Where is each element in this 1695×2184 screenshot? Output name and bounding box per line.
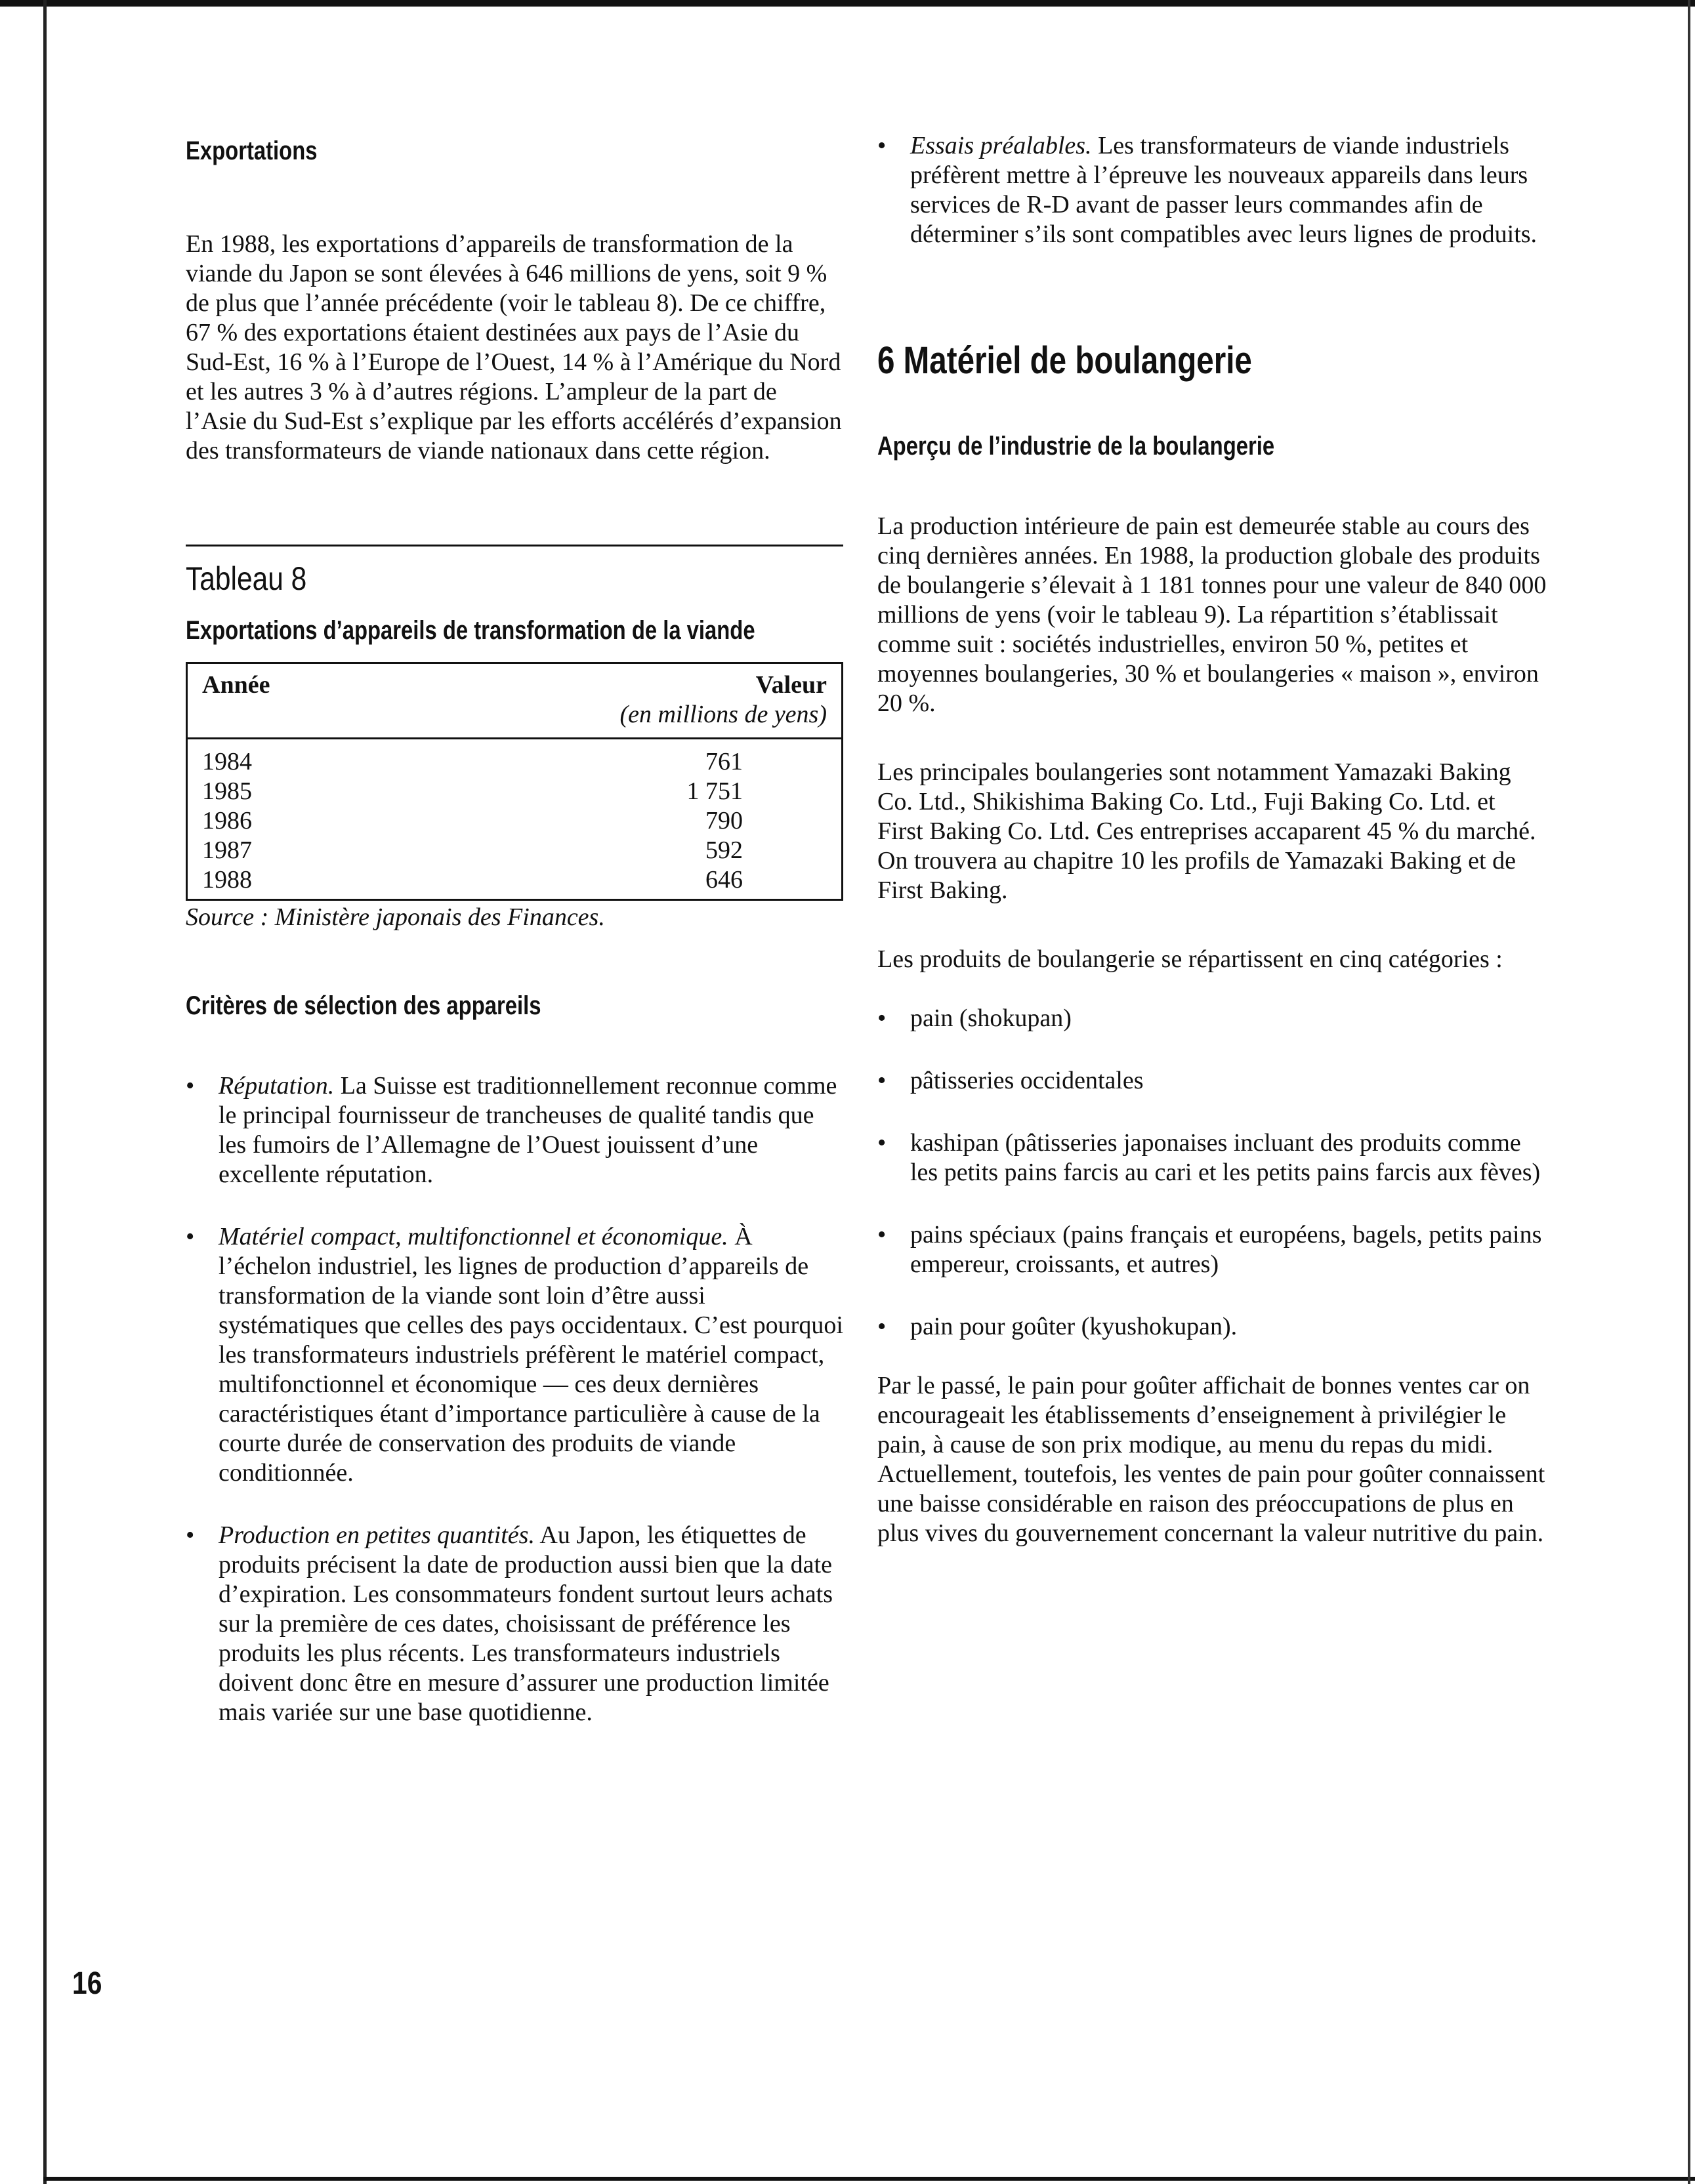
column-header-value: Valeur (en millions de yens)	[378, 663, 842, 739]
trial-list	[877, 131, 1547, 249]
list-item: • Production en petites quantités. Au Japon, les étiquettes de produits précisent la date de production aussi bien que la date d’expiration. Les consommateurs fondent surtout leurs achats sur la première de ces dates, choisissant de préférence les produits les plus récents. Les transformateurs industriels doivent donc être en mesure d’assurer une production limitée mais variée sur une base quotidienne.	[186, 1521, 833, 1726]
criteria-list	[186, 1071, 843, 1727]
bullet-icon: •	[877, 1004, 887, 1032]
exports-heading: Exportations	[186, 136, 318, 165]
list-item: • kashipan (pâtisseries japonaises incluant des produits comme les petits pains farcis au cari et les petits pains farcis aux fèves)	[877, 1129, 1541, 1186]
cell-year: 1985	[202, 777, 252, 805]
page-border-bottom	[43, 2177, 1695, 2181]
bullet-icon: •	[877, 1221, 887, 1248]
page-border-left	[43, 0, 47, 2184]
bullet-icon: •	[877, 132, 887, 159]
categories-list	[877, 1004, 1547, 1342]
cell-value: 1 751	[686, 777, 743, 805]
table-row	[187, 806, 843, 836]
bullet-icon: •	[186, 1521, 195, 1549]
exports-paragraph: En 1988, les exportations d’appareils de transformation de la viande du Japon se sont élevées à 646 millions de yens, soit 9 % de plus que l’année précédente (voir le tableau 8). De ce chiffre, 67 % des exportations étaient destinées aux pays de l’Asie du Sud-Est, 16 % à l’Europe de l’Ouest, 14 % à l’Amérique du Nord et les autres 3 % à d’autres régions. L’ampleur de la part de l’Asie du Sud-Est s’explique par les efforts accélérés d’expansion des transformateurs de viande nationaux dans cette région.	[186, 230, 842, 464]
list-item: • pâtisseries occidentales	[877, 1067, 1144, 1094]
cell-value: 646	[705, 866, 743, 894]
list-item: • pain (shokupan)	[877, 1004, 1072, 1032]
left-column	[186, 131, 843, 1727]
table-source: Source : Ministère japonais des Finances.	[186, 903, 605, 931]
cell-value: 761	[705, 748, 743, 775]
column-header-unit: (en millions de yens)	[619, 701, 827, 728]
list-item: • Matériel compact, multifonctionnel et économique. À l’échelon industriel, les lignes de production d’appareils de transformation de la viande sont loin d’être aussi systématiques que celles des pays occidentaux. C’est pourquoi les transformateurs industriels préfèrent le matériel compact, multifonctionnel et économique — ces deux dernières caractéristiques étant d’importance particulière à cause de la courte durée de conservation des produits de viande conditionnée.	[186, 1223, 843, 1487]
page-border-right	[1688, 0, 1690, 2184]
table-row	[187, 836, 843, 865]
criteria-heading: Critères de sélection des appareils	[186, 991, 541, 1020]
list-item: • Essais préalables. Les transformateurs de viande industriels préfèrent mettre à l’épreuve les nouveaux appareils dans leurs services de R-D avant de passer leurs commandes afin de déterminer s’ils sont compatibles avec leurs lignes de produits.	[877, 132, 1538, 248]
bullet-icon: •	[186, 1072, 195, 1100]
list-item: • pain pour goûter (kyushokupan).	[877, 1313, 1238, 1340]
bullet-icon: •	[877, 1129, 887, 1157]
cell-year: 1988	[202, 866, 252, 894]
categories-intro: Les produits de boulangerie se répartissent en cinq catégories :	[877, 945, 1503, 973]
list-item: • pains spéciaux (pains français et européens, bagels, petits pains empereur, croissants, et autres)	[877, 1221, 1542, 1278]
overview-heading: Aperçu de l’industrie de la boulangerie	[877, 432, 1275, 461]
snack-bread-paragraph: Par le passé, le pain pour goûter affichait de bonnes ventes car on encourageait les établissements d’enseignement à privilégier le pain, à cause de son prix modique, au menu du repas du midi. Actuellement, toutefois, les ventes de pain pour goûter connaissent une baisse considérable en raison des préoccupations de plus en plus vives du gouvernement concernant la valeur nutritive du pain.	[877, 1372, 1545, 1547]
page-number: 16	[72, 1966, 102, 2001]
right-column	[877, 131, 1547, 1548]
bakeries-paragraph: Les principales boulangeries sont notamment Yamazaki Baking Co. Ltd., Shikishima Baking Co. Ltd., Fuji Baking Co. Ltd. et First Baking Co. Ltd. Ces entreprises accaparent 45 % du marché. On trouvera au chapitre 10 les profils de Yamazaki Baking et de First Baking.	[877, 758, 1536, 904]
cell-value: 790	[705, 807, 743, 834]
chapter-heading: 6 Matériel de boulangerie	[877, 339, 1252, 382]
list-item: • Réputation. La Suisse est traditionnellement reconnue comme le principal fournisseur de trancheuses de qualité tandis que les fumoirs de l’Allemagne de l’Ouest jouissent d’une excellente réputation.	[186, 1072, 837, 1188]
exports-table	[186, 662, 843, 901]
cell-year: 1984	[202, 748, 252, 775]
bullet-icon: •	[877, 1313, 887, 1340]
page-border-top	[0, 0, 1695, 7]
production-paragraph: La production intérieure de pain est demeurée stable au cours des cinq dernières années. En 1988, la production globale des produits de boulangerie s’élevait à 1 181 tonnes pour une valeur de 840 000 millions de yens (voir le tableau 9). La répartition s’établissait comme suit : sociétés industrielles, environ 50 %, petites et moyennes boulangeries, 30 % et boulangeries « maison », environ 20 %.	[877, 512, 1547, 717]
bullet-icon: •	[186, 1223, 195, 1250]
table-row	[187, 865, 843, 900]
cell-year: 1986	[202, 807, 252, 834]
cell-year: 1987	[202, 836, 252, 864]
table-title: Exportations d’appareils de transformation de la viande	[186, 616, 755, 645]
table-row	[187, 739, 843, 777]
table-number: Tableau 8	[186, 560, 307, 597]
column-header-year: Année	[187, 663, 379, 739]
cell-value: 592	[705, 836, 743, 864]
bullet-icon: •	[877, 1067, 887, 1094]
table-row	[187, 777, 843, 806]
